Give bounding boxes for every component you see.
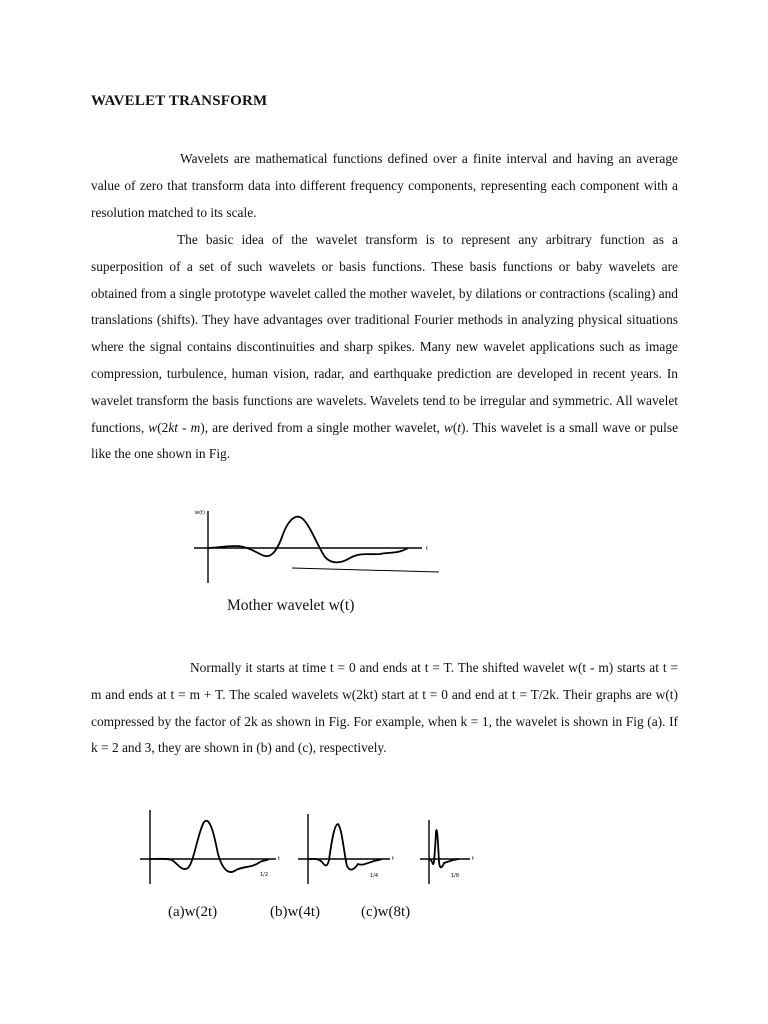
- math-italic: t: [457, 419, 462, 435]
- paragraph-text: ). This wavelet is a small wave or pulse like the one shown in Fig.: [91, 419, 679, 462]
- paragraph-basic-idea: [91, 227, 678, 468]
- paragraph-scaling: Normally it starts at time t = 0 and ends at t = T. The shifted wavelet w(t - m) starts at t = m and ends at t = m + T. The scaled wavelets w(2kt) start at t = 0 and end at t = T/2k. Their graphs are w(t) compressed by the factor of 2k as shown in Fig. For example, when k = 1, the wavelet is shown in Fig (a). If k = 2 and 3, they are shown in (b) and (c), respectively.: [91, 660, 678, 756]
- axis-a-x-label: t: [278, 856, 280, 862]
- mother-wavelet-caption: Mother wavelet w(t): [227, 597, 355, 614]
- paragraph-text: The basic idea of the wavelet transform is to represent any arbitrary function as a superposition of a set of such wavelets or basis functions. These basis functions or baby wavelets are obtained from a single prototype wavelet called the mother wavelet, by dilations or contractions (scaling) and translations (shifts). They have advantages over traditional Fourier methods in analyzing physical situations where the signal contains discontinuities and sharp spikes. Many new wavelet applications such as image compression, turbulence, human vision, radar, and earthquake prediction are developed in recent years. In wavelet transform the basis functions are wavelets. Wavelets tend to be irregular and symmetric. All wavelet functions,: [91, 232, 678, 435]
- x-axis-label: t: [426, 546, 428, 552]
- mother-wavelet-curve: [208, 517, 408, 563]
- caption-b: (b)w(4t): [270, 904, 320, 920]
- math-italic: kt: [168, 419, 179, 435]
- math-italic: m: [190, 419, 201, 435]
- paragraph-text: (: [452, 419, 458, 435]
- math-italic: w: [443, 419, 453, 435]
- mother-wavelet-figure: [190, 505, 450, 587]
- paragraph-intro: Wavelets are mathematical functions defined over a finite interval and having an average value of zero that transform data into different frequency components, representing each component with a resolution matched to its scale.: [91, 151, 678, 220]
- wavelet-curve-a: [150, 821, 269, 872]
- caption-a: (a)w(2t): [168, 904, 218, 920]
- wavelet-curve-c: [429, 830, 459, 867]
- section-heading: WAVELET TRANSFORM: [91, 93, 268, 109]
- axis-b-x-label: t: [392, 856, 394, 862]
- axis-c-end-label: 1/8: [451, 873, 460, 879]
- caption-c: (c)w(8t): [361, 904, 411, 920]
- paragraph-text: (2: [157, 419, 169, 435]
- paragraph-text: -: [178, 419, 191, 435]
- axis-a-end-label: 1/2: [260, 872, 269, 878]
- math-italic: w: [148, 419, 158, 435]
- paragraph-text: ), are derived from a single mother wavelet,: [200, 419, 444, 435]
- axis-b-end-label: 1/4: [370, 873, 379, 879]
- axis-c-x-label: t: [472, 856, 474, 862]
- baseline-underline: [292, 568, 439, 572]
- wavelet-curve-b: [308, 824, 382, 870]
- y-axis-label: w(t): [195, 510, 205, 516]
- scaled-wavelets-figure: [136, 806, 486, 888]
